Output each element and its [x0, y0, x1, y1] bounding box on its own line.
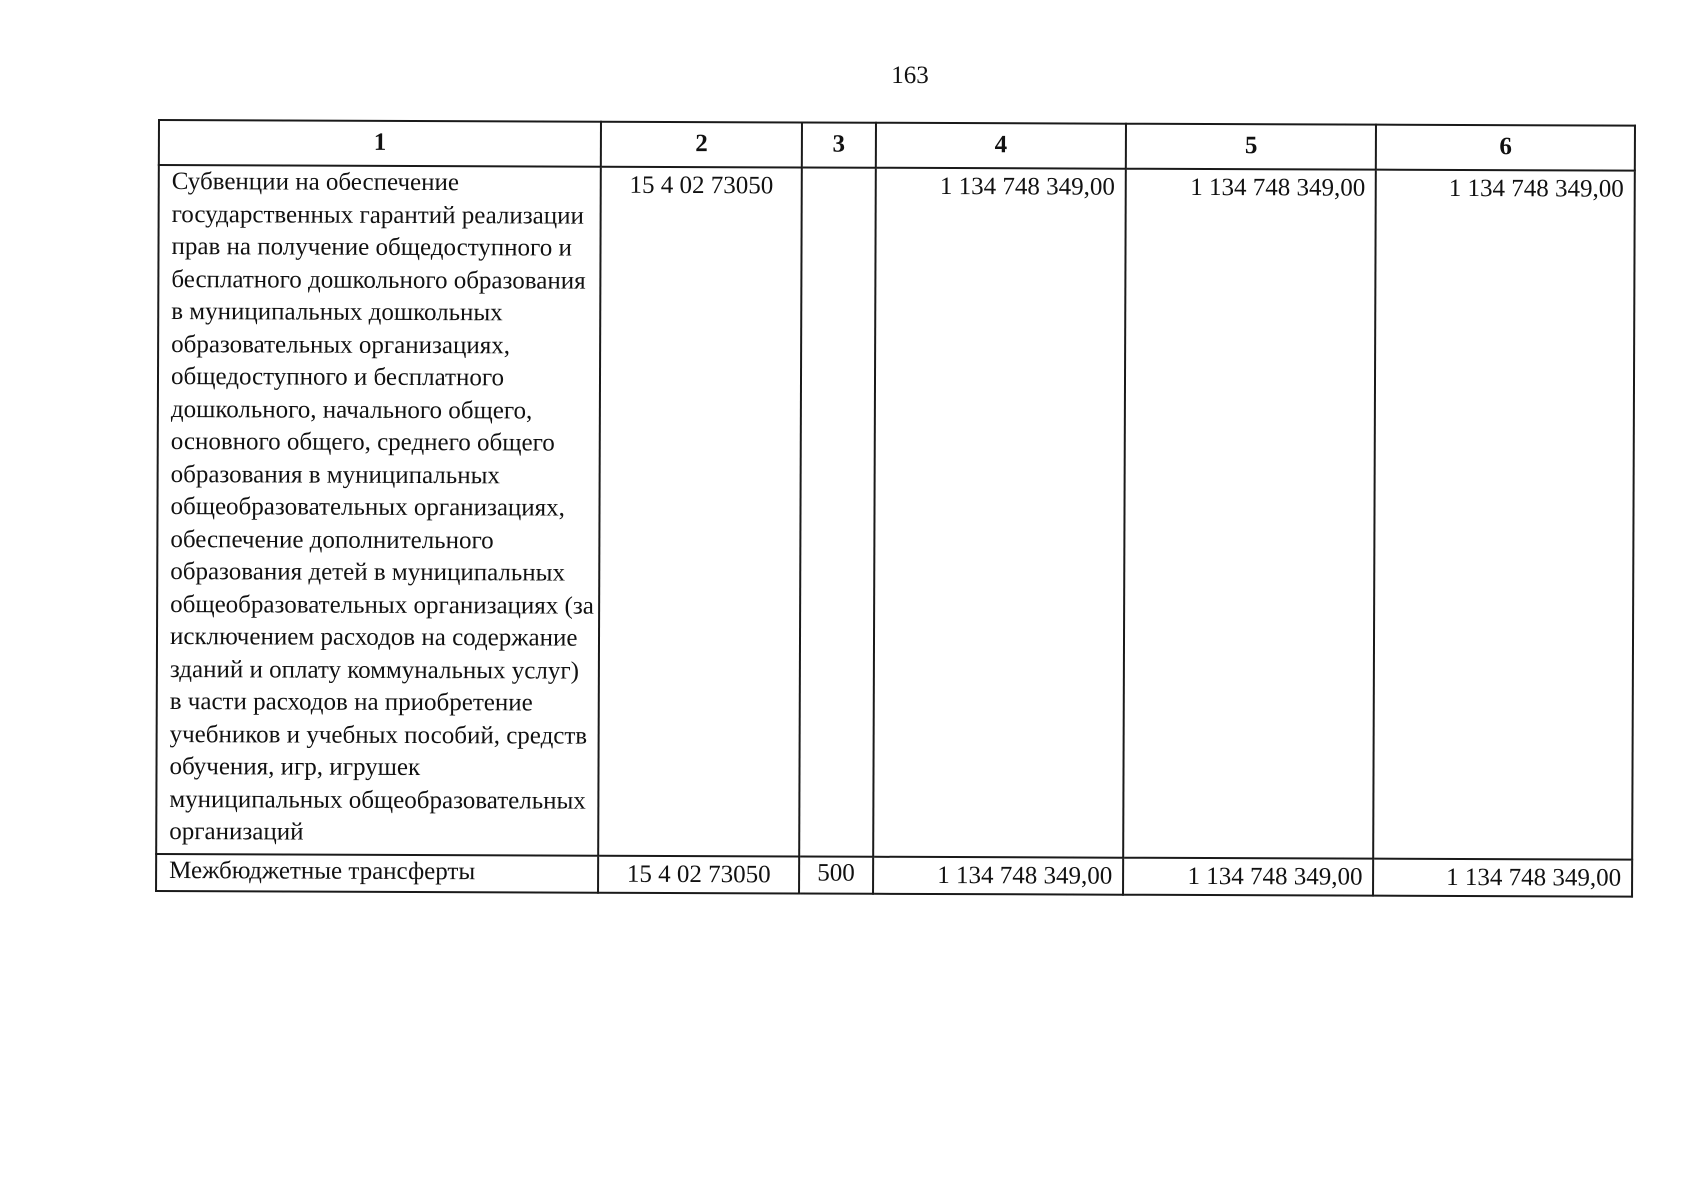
row-sum-1: 1 134 748 349,00 — [873, 856, 1123, 894]
row-sum-2: 1 134 748 349,00 — [1123, 857, 1373, 895]
column-header-5: 5 — [1126, 124, 1377, 170]
table-header-row — [159, 120, 1635, 171]
row-code: 15 4 02 73050 — [598, 167, 802, 856]
row-sum-3: 1 134 748 349,00 — [1374, 858, 1633, 896]
table-row — [156, 165, 1635, 859]
row-code: 15 4 02 73050 — [598, 855, 799, 893]
page-number: 163 — [891, 62, 929, 89]
column-header-1: 1 — [159, 120, 601, 167]
row-type — [799, 167, 875, 856]
row-sum-2: 1 134 748 349,00 — [1123, 169, 1376, 858]
column-header-4: 4 — [876, 123, 1127, 169]
column-header-3: 3 — [802, 122, 876, 167]
row-name-cell — [156, 165, 601, 855]
budget-table — [155, 119, 1636, 897]
row-name: Субвенции на обеспечение государственных гарантий реализации прав на получение общедоступного и бесплатного дошкольного образования в муниципальных дошкольных образовательных организациях, общедоступного и бесплатного дошкольного, начального общего, основного общего, среднего общего образования в муниципальных общеобразовательных организациях, обеспечение дополнительного образования детей в муниципальных общеобразовательных организациях (за исключением расходов на содержание зданий и оплату коммунальных услуг) в части расходов на приобретение учебников и учебных пособий, средств обучения, игр, игрушек муниципальных общеобразовательных организаций — [169, 168, 594, 846]
column-header-6: 6 — [1376, 125, 1635, 171]
column-header-2: 2 — [601, 122, 802, 168]
row-sum-1: 1 134 748 349,00 — [873, 168, 1126, 857]
row-sum-3: 1 134 748 349,00 — [1374, 170, 1635, 859]
row-type: 500 — [799, 856, 873, 893]
table-row — [156, 853, 1632, 896]
row-name: Межбюджетные трансферты — [156, 853, 598, 892]
